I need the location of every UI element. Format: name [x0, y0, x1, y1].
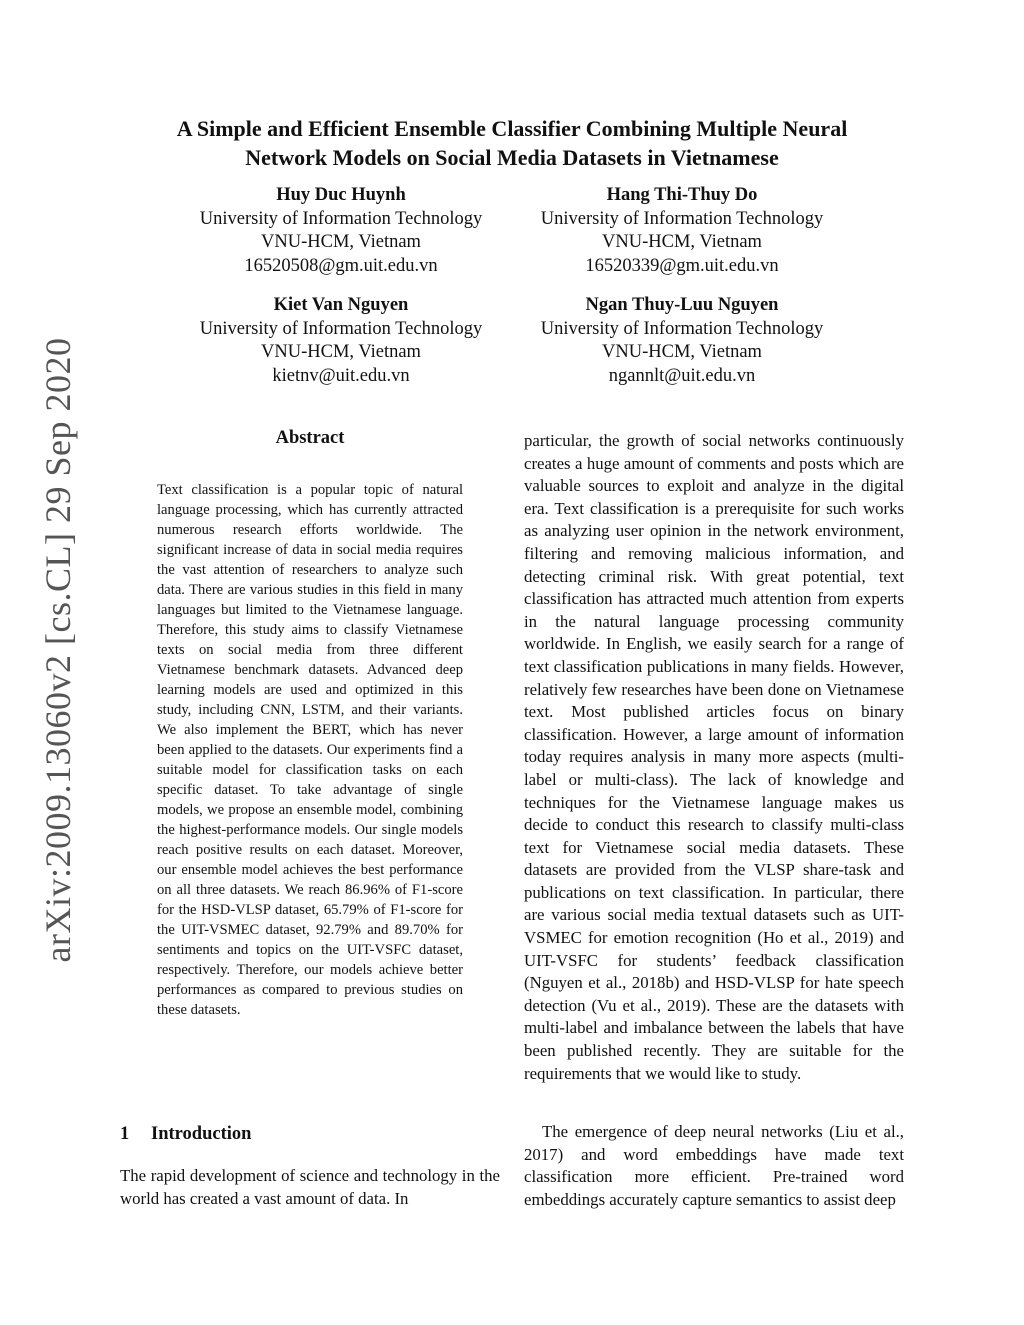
abstract-heading: Abstract [275, 428, 345, 448]
author-block-2 [502, 184, 862, 278]
author-email: ngannlt@uit.edu.vn [608, 365, 756, 386]
intro-paragraph-right-1: particular, the growth of social networks continuously creates a huge amount of comments and posts which are valuable sources to exploit and analyze in the digital era. Text classification is a prerequisite for such works as analyzing user opinion in the network environment, filtering and removing malicious information, and detecting criminal risk. With great potential, text classification has attracted much attention from experts in the natural language processing community worldwide. In English, we easily search for a range of text classification publications in many fields. However, relatively few researches have been done on Vietnamese text. Most published articles focus on binary classification. However, a large amount of information today requires analysis in many more aspects (multi-label or multi-class). The lack of knowledge and techniques for the Vietnamese language makes us decide to conduct this research to classify multi-class text for Vietnamese social media datasets. These datasets are provided from the VLSP share-task and publications on text classification. In particular, there are various social media textual datasets such as UIT-VSMEC for emotion recognition (Ho et al., 2019) and UIT-VSFC for students’ feedback classification (Nguyen et al., 2018b) and HSD-VLSP for hate speech detection (Vu et al., 2019). These are the datasets with multi-label and imbalance between the labels that have been published recently. They are suitable for the requirements that we would like to study. [524, 431, 904, 1083]
arxiv-identifier: arXiv:2009.13060v2 [cs.CL] 29 Sep 2020 [38, 337, 78, 963]
author-location: VNU-HCM, Vietnam [602, 232, 762, 252]
author-affiliation: University of Information Technology [540, 208, 824, 229]
author-block-4 [502, 294, 862, 388]
title-line-2: Network Models on Social Media Datasets in Vietnamese [245, 145, 779, 170]
author-block-3 [161, 294, 521, 388]
author-location: VNU-HCM, Vietnam [261, 232, 421, 252]
author-affiliation: University of Information Technology [540, 318, 824, 339]
section-title: Introduction [151, 1124, 252, 1144]
author-name: Huy Duc Huynh [276, 185, 406, 205]
author-affiliation: University of Information Technology [199, 208, 483, 229]
author-location: VNU-HCM, Vietnam [261, 342, 421, 362]
author-name: Kiet Van Nguyen [273, 295, 409, 315]
section-heading-introduction [120, 1124, 251, 1145]
author-name: Hang Thi-Thuy Do [606, 185, 758, 205]
author-email: kietnv@uit.edu.vn [272, 365, 410, 386]
author-name: Ngan Thuy-Luu Nguyen [585, 295, 779, 315]
intro-paragraph-left: The rapid development of science and technology in the world has created a vast amount of data. In [120, 1166, 500, 1208]
abstract-text: Text classification is a popular topic of natural language processing, which has currently attracted numerous research efforts worldwide. The significant increase of data in social media requires the vast attention of researchers to analyze such data. There are various studies in this field in many languages but limited to the Vietnamese language. Therefore, this study aims to classify Vietnamese texts on social media from three different Vietnamese benchmark datasets. Advanced deep learning models are used and optimized in this study, including CNN, LSTM, and their variants. We also implement the BERT, which has never been applied to the datasets. Our experiments find a suitable model for classification tasks on each specific dataset. To take advantage of single models, we propose an ensemble model, combining the highest-performance models. Our single models reach positive results on each dataset. Moreover, our ensemble model achieves the best performance on all three datasets. We reach 86.96% of F1-score for the HSD-VLSP dataset, 65.79% of F1-score for the UIT-VSMEC dataset, 92.79% and 89.70% for sentiments and topics on the UIT-VSFC dataset, respectively. Therefore, our models achieve better performances as compared to previous studies on these datasets. [157, 482, 463, 1018]
author-affiliation: University of Information Technology [199, 318, 483, 339]
author-location: VNU-HCM, Vietnam [602, 342, 762, 362]
author-email: 16520339@gm.uit.edu.vn [585, 255, 779, 276]
section-number: 1 [120, 1124, 130, 1144]
intro-paragraph-right-2: The emergence of deep neural networks (Liu et al., 2017) and word embeddings have made text classification more efficient. Pre-trained word embeddings accurately capture semantics to assist deep [524, 1122, 904, 1209]
title-line-1: A Simple and Efficient Ensemble Classifier Combining Multiple Neural [176, 116, 848, 141]
paper-title [120, 114, 904, 172]
author-block-1 [161, 184, 521, 278]
author-email: 16520508@gm.uit.edu.vn [244, 255, 438, 276]
